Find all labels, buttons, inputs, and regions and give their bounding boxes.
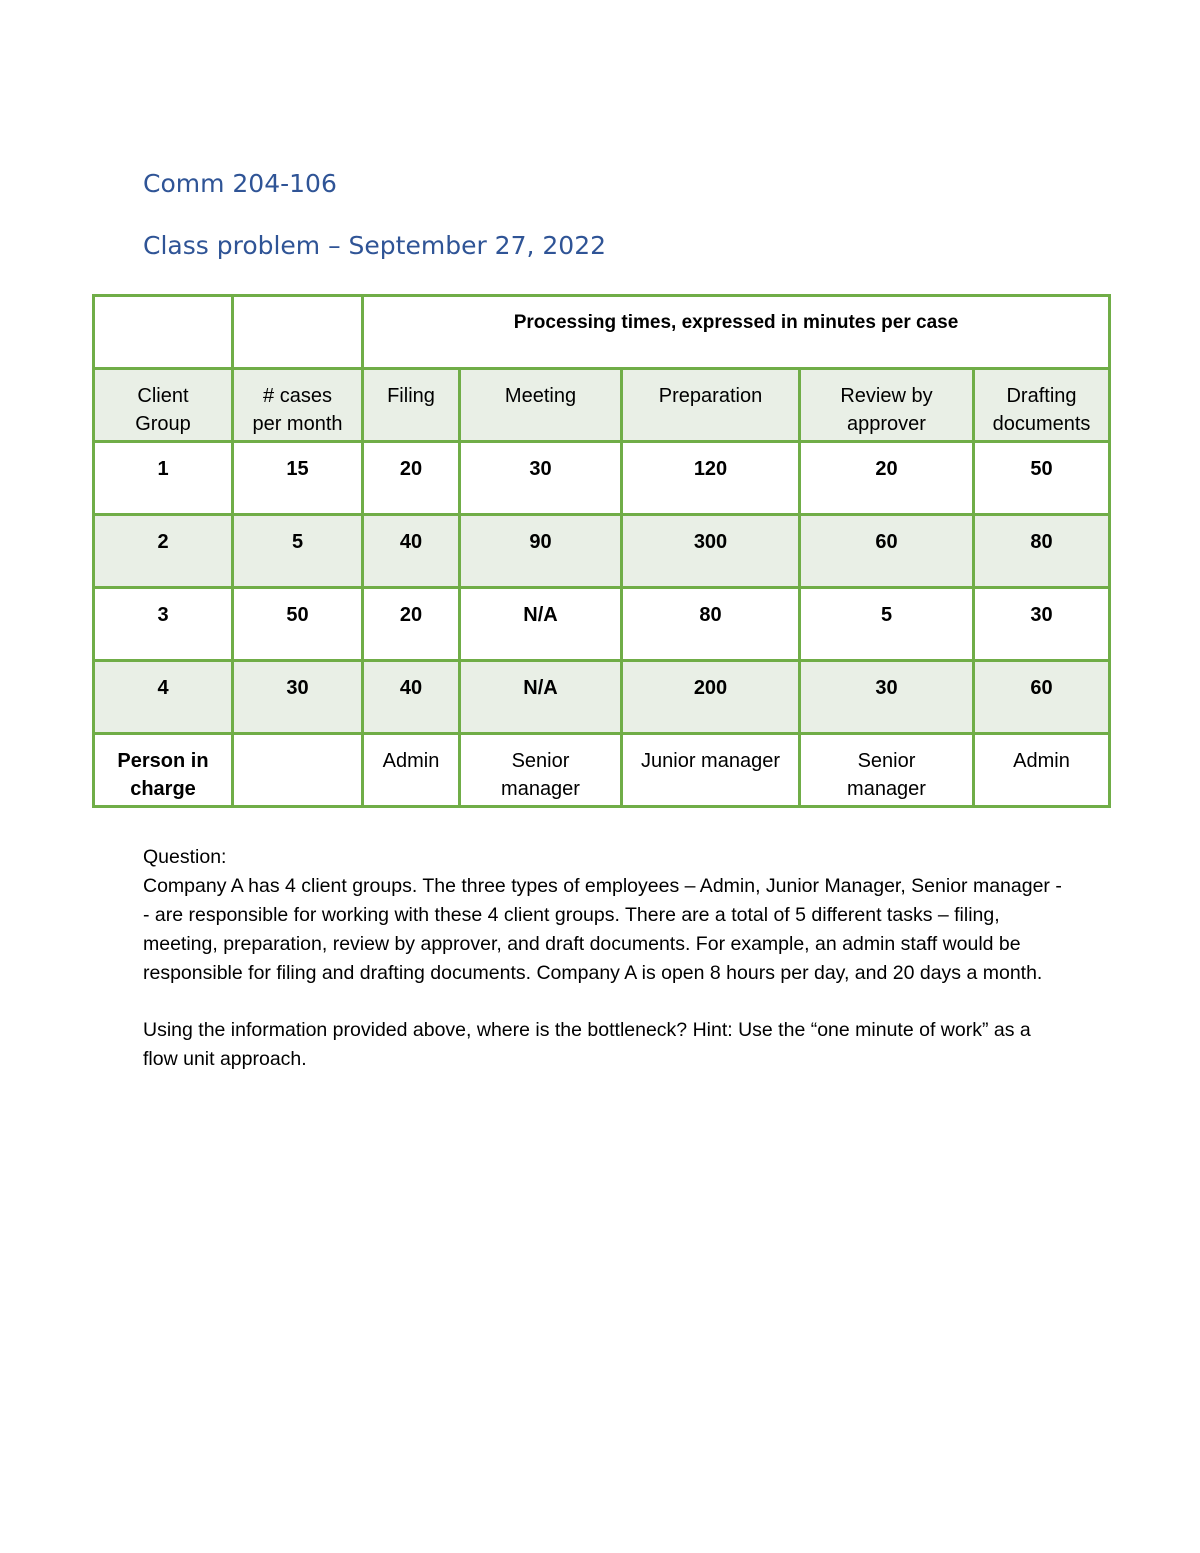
column-header-text: Drafting <box>1006 385 1077 407</box>
processing-times-header: Processing times, expressed in minutes per case <box>363 296 1110 369</box>
table-cell: 5 <box>800 588 974 661</box>
table-cell: 80 <box>622 588 800 661</box>
table-cell: 15 <box>233 442 363 515</box>
column-header <box>460 369 622 442</box>
person-in-charge-cell <box>460 734 622 807</box>
person-in-charge-cell <box>233 734 363 807</box>
table-cell: 30 <box>233 661 363 734</box>
table-cell: 120 <box>622 442 800 515</box>
empty-header-cell <box>233 296 363 369</box>
person-in-charge-cell-text: Senior <box>511 750 570 772</box>
person-in-charge-row <box>94 734 1110 807</box>
table-top-header-row <box>94 296 1110 369</box>
person-in-charge-cell-text: Senior <box>857 750 916 772</box>
column-header <box>233 369 363 442</box>
person-in-charge-cell <box>800 734 974 807</box>
person-in-charge-cell <box>974 734 1110 807</box>
table-cell: 300 <box>622 515 800 588</box>
person-in-charge-label-text: Person in <box>117 750 209 772</box>
column-header-text: Review by <box>840 385 933 407</box>
column-header-text: Preparation <box>658 385 763 407</box>
problem-title: Class problem – September 27, 2022 <box>143 231 607 260</box>
table-cell: 60 <box>974 661 1110 734</box>
client-group-cell: 1 <box>94 442 233 515</box>
client-group-cell: 2 <box>94 515 233 588</box>
person-in-charge-cell-text: Admin <box>382 750 440 772</box>
column-header <box>622 369 800 442</box>
column-header-text: Meeting <box>504 385 577 407</box>
table-cell: 30 <box>800 661 974 734</box>
table-cell: 50 <box>233 588 363 661</box>
column-header <box>363 369 460 442</box>
course-title: Comm 204-106 <box>143 169 337 198</box>
person-in-charge-cell <box>363 734 460 807</box>
column-header <box>974 369 1110 442</box>
column-header-text: # cases <box>263 385 332 407</box>
empty-header-cell <box>94 296 233 369</box>
person-in-charge-cell-text: Junior manager <box>641 750 780 772</box>
table-row <box>94 442 1110 515</box>
table-cell: 90 <box>460 515 622 588</box>
table-cell: 5 <box>233 515 363 588</box>
client-group-cell: 4 <box>94 661 233 734</box>
table-cell: 20 <box>800 442 974 515</box>
processing-times-table <box>92 294 1111 808</box>
question-prompt: Using the information provided above, where is the bottleneck? Hint: Use the “one minute of work” as a flow unit approach. <box>143 1019 1031 1070</box>
table-cell: 20 <box>363 588 460 661</box>
person-in-charge-cell <box>622 734 800 807</box>
column-header-text: Filing <box>387 385 435 407</box>
person-in-charge-cell-text: Admin <box>1013 750 1070 772</box>
table-row <box>94 661 1110 734</box>
column-header-text: per month <box>252 413 343 435</box>
column-header-text: documents <box>992 413 1091 435</box>
question-label: Question: <box>143 846 227 868</box>
table-cell: 60 <box>800 515 974 588</box>
column-header-text: approver <box>847 413 926 435</box>
table-cell: 50 <box>974 442 1110 515</box>
table-row <box>94 588 1110 661</box>
table-cell: 40 <box>363 661 460 734</box>
column-header-text: Group <box>135 413 191 435</box>
column-header-row <box>94 369 1110 442</box>
table-cell: 40 <box>363 515 460 588</box>
table-row <box>94 515 1110 588</box>
table-cell: 30 <box>974 588 1110 661</box>
table-cell: 200 <box>622 661 800 734</box>
person-in-charge-cell-text: manager <box>847 778 926 800</box>
table-cell: N/A <box>460 661 622 734</box>
person-in-charge-label-text: charge <box>130 778 196 800</box>
table-cell: 20 <box>363 442 460 515</box>
column-header <box>800 369 974 442</box>
table-cell: 30 <box>460 442 622 515</box>
person-in-charge-cell-text: manager <box>501 778 580 800</box>
person-in-charge-label <box>94 734 233 807</box>
table-cell: N/A <box>460 588 622 661</box>
column-header-text: Client <box>137 385 189 407</box>
question-body: Company A has 4 client groups. The three types of employees – Admin, Junior Manager, Senior manager -- are responsible for working with these 4 client groups. There are a total of 5 different tasks – filing, meeting, preparation, review by approver, and draft documents. For example, an admin staff would be responsible for filing and drafting documents. Company A is open 8 hours per day, and 20 days a month. <box>143 875 1062 984</box>
column-header <box>94 369 233 442</box>
client-group-cell: 3 <box>94 588 233 661</box>
table-cell: 80 <box>974 515 1110 588</box>
question-block <box>143 843 1063 1074</box>
